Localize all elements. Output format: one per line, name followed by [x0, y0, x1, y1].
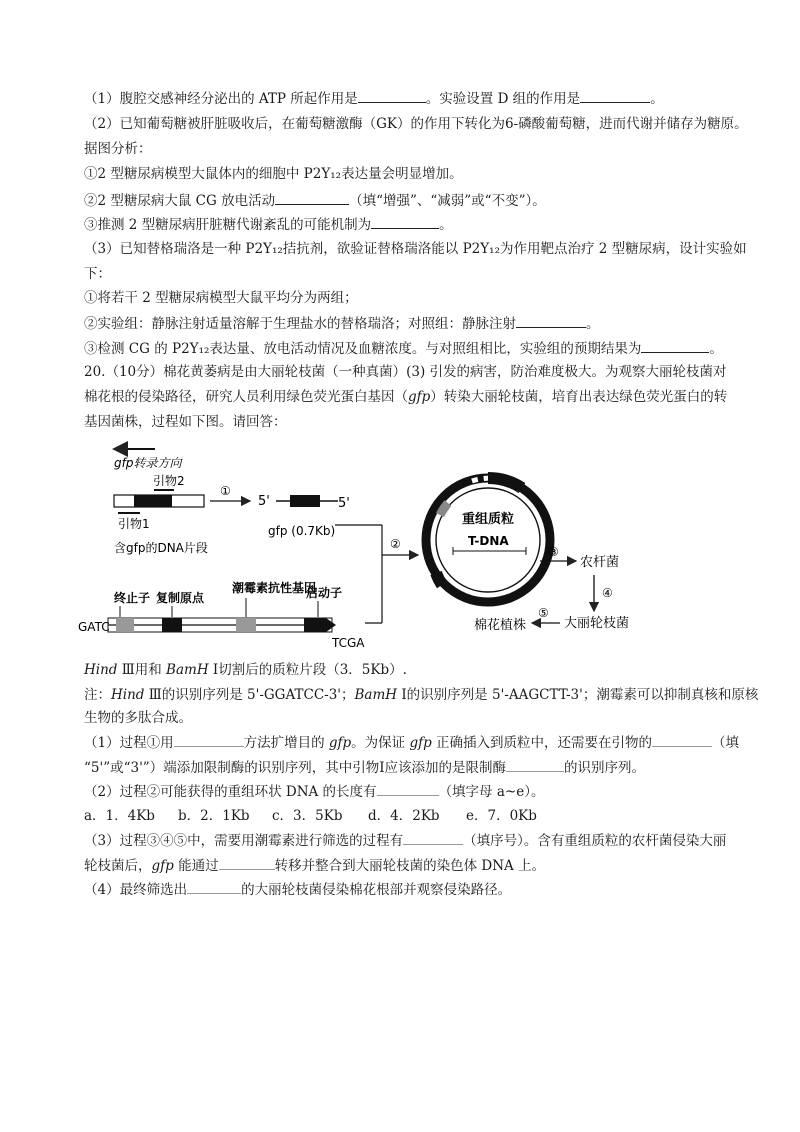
step4-label: ④ [602, 586, 613, 600]
q20-intro-2: 棉花根的侵染路径，研究人员利用绿色荧光蛋白基因（gfp）转染大丽轮枝菌，培育出表达绿色荧光蛋白的转 [84, 389, 728, 405]
tcga-end: TCGA [332, 636, 365, 650]
q20-1-line-1: （1）过程①用 方法扩增目的 gfp。为保证 gfp 正确插入到质粒中，还需要在引物的 （填 [84, 732, 739, 753]
amplified-gfp [290, 495, 320, 507]
gatc-end: GATC [78, 620, 110, 634]
q19-2-text: （2）已知葡萄糖被肝脏吸收后，在葡萄糖激酶（GK）的作用下转化为6-磷酸葡萄糖，进而代谢并储存为糖原。 [84, 116, 748, 132]
terminator-label: 终止子 [114, 591, 151, 605]
q20-3-line-1: （3）过程③④⑤中，需要用潮霉素进行筛选的过程有 （填序号）。含有重组质粒的农杆菌侵染大丽 [84, 830, 726, 851]
q19-2-item2: ②2 型糖尿病大鼠 CG 放电活动 （填“增强”、“减弱”或“不变”）。 [84, 190, 546, 211]
gfp-length-label: gfp (0.7Kb) [268, 524, 336, 538]
promoter-label: 启动子 [306, 586, 343, 600]
answer-blank[interactable] [516, 313, 586, 328]
hygromycin-region [236, 618, 256, 632]
q20-3-line-2: 轮枝菌后，gfp 能通过 转移并整合到大丽轮枝菌的染色体 DNA 上。 [84, 855, 545, 876]
q20-2-line: （2）过程②可能获得的重组环状 DNA 的长度有 （填字母 a~e）。 [84, 781, 544, 802]
note-line-1: 注：Hind Ⅲ的识别序列是 5'-GGATCC-3'；BamH Ⅰ的识别序列是 5'-AAGCTT-3'；潮霉素可以抑制真核和原核 [84, 687, 759, 703]
q20-intro-1: 20.（10分）棉花黄萎病是由大丽轮枝菌（一种真菌）(3) 引发的病害，防治难度极大。为观察大丽轮枝菌对 [84, 364, 727, 380]
option-c: c．3．5Kb [272, 808, 343, 824]
q20-2-options [84, 806, 537, 826]
gene-cloning-diagram [70, 435, 750, 660]
answer-blank[interactable] [641, 338, 709, 353]
ori-region [162, 618, 182, 632]
q19-3-text: （3）已知替格瑞洛是一种 P2Y₁₂拮抗剂，欲验证替格瑞洛能以 P2Y₁₂为作用靶点治疗 2 型糖尿病，设计实验如 [84, 241, 747, 257]
q19-2-analysis: 据图分析： [84, 141, 152, 157]
five-prime-left: 5' [258, 494, 270, 509]
q19-2-item1: ①2 型糖尿病模型大鼠体内的细胞中 P2Y₁₂表达量会明显增加。 [84, 166, 463, 182]
fragment-label: 含gfp的DNA片段 [114, 541, 208, 555]
q20-1-line-2: “5'”或“3'”）端添加限制酶的识别序列，其中引物Ⅰ应该添加的是限制酶 的识别序列。 [84, 757, 645, 778]
step1-label: ① [220, 484, 231, 498]
answer-blank[interactable] [187, 879, 241, 894]
hygromycin-label: 潮霉素抗性基因 [232, 581, 317, 595]
verticillium-label: 大丽轮枝菌 [564, 616, 630, 631]
five-prime-right: 5' [338, 496, 350, 511]
q19-3-item1: ①将若干 2 型糖尿病模型大鼠平均分为两组； [84, 290, 358, 306]
answer-blank[interactable] [652, 732, 712, 747]
option-a: a．1．4Kb [84, 808, 155, 824]
answer-blank[interactable] [506, 757, 564, 772]
q19-3-item2: ②实验组：静脉注射适量溶解于生理盐水的替格瑞洛；对照组：静脉注射 。 [84, 313, 600, 334]
tdna-label: T-DNA [468, 534, 509, 548]
answer-blank[interactable] [371, 214, 439, 229]
answer-blank[interactable] [219, 855, 275, 870]
q19-3-text-cont: 下： [84, 266, 111, 282]
step3-label: ③ [548, 545, 559, 559]
answer-blank[interactable] [580, 88, 650, 103]
gfp-direction-label: gfp转录方向 [114, 456, 182, 470]
gfp-segment [134, 495, 172, 507]
step2-label: ② [390, 537, 401, 551]
q19-3-item3: ③检测 CG 的 P2Y₁₂表达量、放电活动情况及血糖浓度。与对照组相比，实验组的预期结果为 。 [84, 338, 723, 359]
answer-blank[interactable] [358, 88, 426, 103]
q20-intro-3: 基因菌株，过程如下图。请回答： [84, 414, 287, 430]
answer-blank[interactable] [275, 190, 349, 205]
q19-2-item3: ③推测 2 型糖尿病肝脏糖代谢紊乱的可能机制为 。 [84, 214, 453, 235]
promoter-arrow [304, 618, 336, 632]
terminator-region [116, 618, 134, 632]
agrobacterium-label: 农杆菌 [580, 555, 620, 570]
option-e: e．7．0Kb [466, 808, 537, 824]
option-b: b．2．1Kb [178, 808, 250, 824]
q19-line-1: （1）腹腔交感神经分泌出的 ATP 所起作用是 。实验设置 D 组的作用是 。 [84, 88, 664, 109]
answer-blank[interactable] [403, 830, 463, 845]
diagram-caption: Hind Ⅲ用和 BamH Ⅰ切割后的质粒片段（3．5Kb）. [84, 662, 407, 678]
ori-label: 复制原点 [156, 591, 205, 605]
q20-4-line: （4）最终筛选出 的大丽轮枝菌侵染棉花根部并观察侵染路径。 [84, 879, 511, 900]
primer2-label: 引物2 [153, 474, 185, 488]
answer-blank[interactable] [377, 781, 439, 796]
answer-blank[interactable] [174, 732, 244, 747]
plasmid-name: 重组质粒 [462, 512, 515, 527]
primer1-label: 引物1 [118, 517, 150, 531]
cotton-label: 棉花植株 [474, 618, 527, 633]
option-d: d．4．2Kb [368, 808, 440, 824]
note-line-2: 生物的多肽合成。 [84, 710, 192, 726]
step5-label: ⑤ [538, 606, 549, 620]
